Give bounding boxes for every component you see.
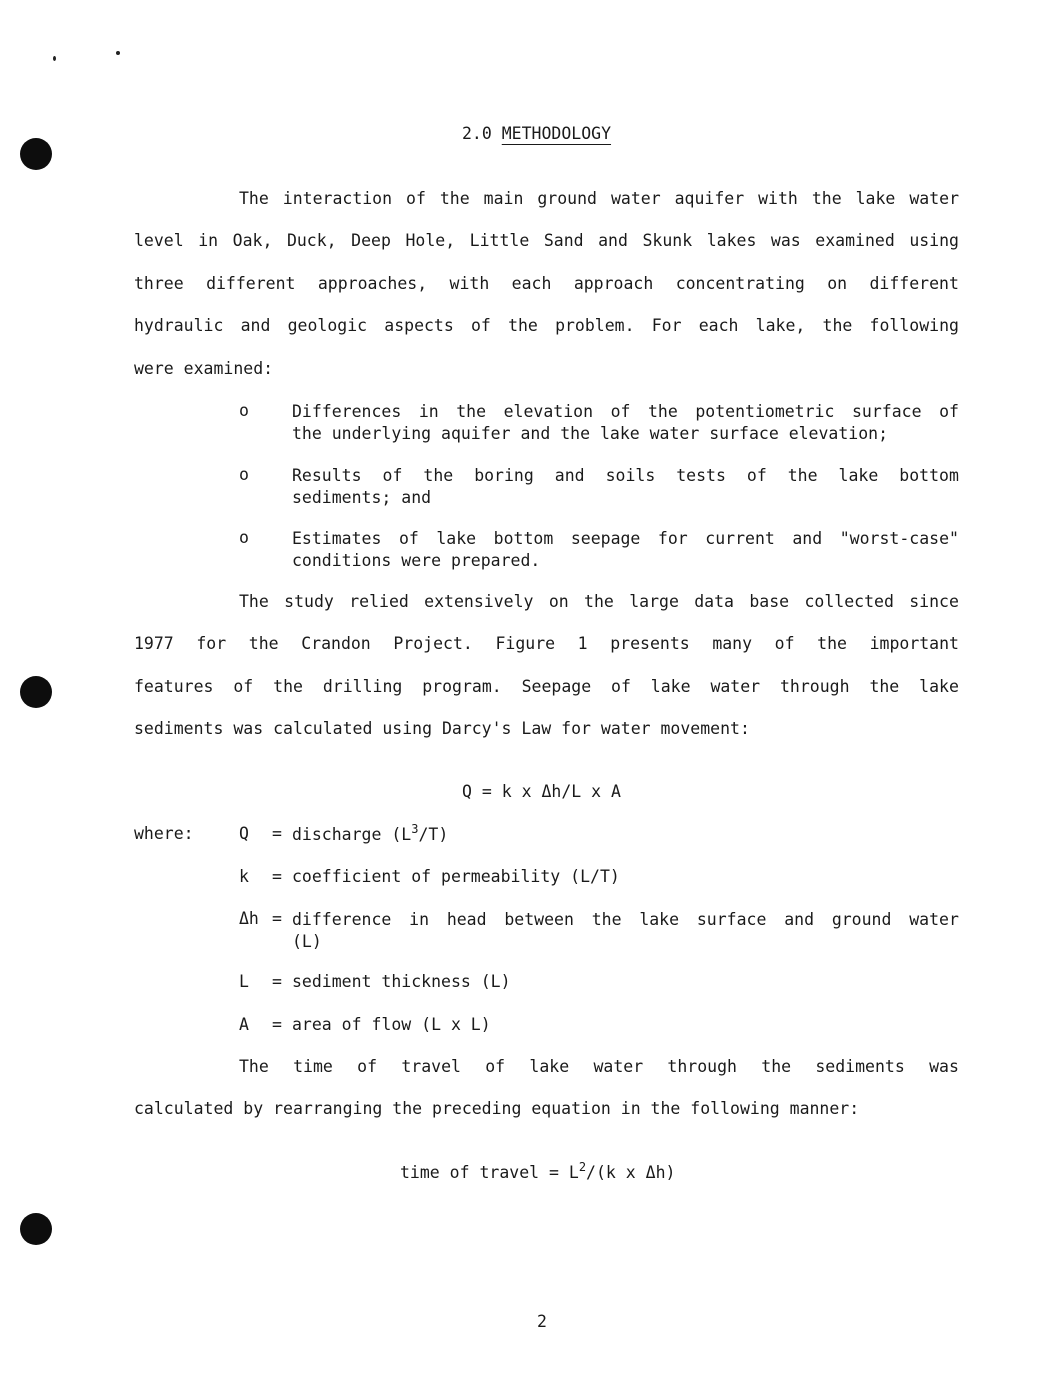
word: lake,: [755, 316, 806, 335]
punch-hole-top: [20, 138, 52, 170]
word: lake: [650, 677, 691, 696]
word: Figure: [495, 634, 556, 653]
word: and: [792, 529, 823, 548]
word: the: [439, 189, 470, 208]
word: aquifer: [674, 189, 745, 208]
word: since: [909, 592, 959, 611]
word: Crandon: [301, 634, 371, 653]
word: of: [485, 1057, 506, 1076]
word: of: [382, 466, 403, 485]
word: features: [134, 677, 214, 696]
definition-text-line-2: (L): [292, 931, 322, 951]
word: drilling: [322, 677, 403, 696]
word: lake: [436, 529, 477, 548]
word: surface: [696, 910, 767, 929]
word: of: [610, 402, 631, 421]
word: Deep: [351, 231, 391, 250]
definition-text: discharge $(L^3/T)$: [292, 822, 449, 844]
word: 1977: [134, 634, 174, 653]
word: Seepage: [521, 677, 592, 696]
definition-text: area of flow (L x L): [292, 1015, 491, 1034]
word: of: [471, 316, 491, 335]
word: through: [780, 677, 850, 696]
paragraph-1-line-3: [134, 274, 959, 293]
word: level: [134, 231, 184, 250]
punch-hole-middle: [20, 676, 52, 708]
word: was: [770, 231, 801, 250]
word: travel: [401, 1057, 461, 1076]
word: between: [504, 910, 574, 929]
paragraph-2-line-2: [134, 634, 959, 653]
word: "worst-case": [839, 529, 959, 548]
word: main: [483, 189, 524, 208]
word: the: [273, 677, 303, 696]
section-number: 2.0: [462, 124, 492, 143]
word: aspects: [384, 316, 454, 335]
word: Estimates: [292, 529, 382, 548]
word: water: [909, 910, 959, 929]
word: for: [657, 529, 688, 548]
word: difference: [292, 910, 392, 929]
word: problem.: [555, 316, 635, 335]
definition-equals: =: [272, 972, 282, 991]
word: was: [929, 1057, 959, 1076]
definition-equals: =: [272, 909, 282, 928]
word: The: [239, 1057, 269, 1076]
word: the: [817, 634, 847, 653]
word: ground: [831, 910, 892, 929]
definition-text: [292, 909, 959, 931]
word: of: [398, 529, 419, 548]
word: soils: [605, 466, 656, 485]
word: seepage: [570, 529, 641, 548]
word: the: [584, 592, 614, 611]
word: and: [784, 910, 815, 929]
word: the: [508, 316, 538, 335]
darcy-equation: Q = k x Δh/L x A: [462, 782, 621, 801]
word: concentrating: [675, 274, 805, 293]
paragraph-3-line-2: calculated by rearranging the preceding equation in the following manner:: [134, 1099, 860, 1118]
word: and: [554, 466, 585, 485]
word: the: [822, 316, 853, 335]
word: lake: [529, 1057, 570, 1076]
definition-symbol: L: [239, 972, 249, 991]
word: on: [827, 274, 848, 293]
word: Oak,: [232, 231, 273, 250]
word: presents: [610, 634, 690, 653]
word: Skunk: [642, 231, 693, 250]
word: and: [240, 316, 271, 335]
word: approaches,: [317, 274, 428, 293]
word: of: [357, 1057, 378, 1076]
word: of: [939, 402, 959, 421]
definition-text: sediment thickness (L): [292, 972, 511, 991]
word: Little: [469, 231, 530, 250]
paragraph-1-line-5: were examined:: [134, 359, 274, 378]
word: the: [248, 634, 279, 653]
word: geologic: [287, 316, 368, 335]
word: approach: [573, 274, 654, 293]
word: Duck,: [286, 231, 337, 250]
word: three: [134, 274, 184, 293]
word: potentiometric: [695, 402, 835, 421]
word: water: [710, 677, 761, 696]
bullet-2-line-2: sediments; and: [292, 487, 432, 507]
paragraph-3-line-1: [239, 1057, 959, 1076]
word: bottom: [899, 466, 959, 485]
word: Sand: [543, 231, 584, 250]
bullet-3-line-2: conditions were prepared.: [292, 550, 541, 570]
word: different: [206, 274, 296, 293]
word: following: [869, 316, 959, 335]
word: the: [591, 910, 622, 929]
word: through: [667, 1057, 737, 1076]
word: The: [239, 592, 269, 611]
word: of: [611, 677, 631, 696]
word: interaction: [282, 189, 393, 208]
word: lake: [855, 189, 896, 208]
word: of: [233, 677, 254, 696]
word: boring: [474, 466, 534, 485]
word: collected: [804, 592, 894, 611]
word: bottom: [493, 529, 554, 548]
word: elevation: [503, 402, 594, 421]
bullet-3-line-1: [292, 528, 959, 550]
word: the: [811, 189, 842, 208]
word: important: [869, 634, 959, 653]
section-title: METHODOLOGY: [501, 124, 612, 143]
word: water: [909, 189, 959, 208]
word: Results: [292, 466, 362, 485]
definition-equals: =: [272, 1015, 282, 1034]
bullet-2-line-1: [292, 465, 959, 487]
word: program.: [422, 677, 502, 696]
word: 1: [577, 634, 588, 653]
word: with: [449, 274, 490, 293]
word: lake: [919, 677, 959, 696]
word: examined: [815, 231, 895, 250]
definition-symbol: A: [239, 1015, 249, 1034]
definition-symbol: Q: [239, 824, 249, 843]
time-of-travel-equation: time of travel = $L^2/(k$ x Δh): [400, 1160, 676, 1182]
definition-equals: =: [272, 824, 282, 843]
word: current: [705, 529, 775, 548]
definition-symbol: Δh: [239, 909, 259, 928]
word: different: [869, 274, 959, 293]
where-label: where:: [134, 824, 194, 843]
word: the: [647, 402, 678, 421]
scan-speck: [116, 51, 120, 55]
word: the: [761, 1057, 792, 1076]
definition-text: coefficient of permeability (L/T): [292, 867, 620, 886]
word: for: [196, 634, 227, 653]
word: water: [593, 1057, 644, 1076]
word: and: [598, 231, 628, 250]
paragraph-1-line-4: [134, 316, 959, 335]
word: sediments: [815, 1057, 905, 1076]
definition-equals: =: [272, 867, 282, 886]
word: data: [694, 592, 734, 611]
word: extensively: [424, 592, 534, 611]
bullet-marker: o: [239, 528, 249, 547]
word: Differences: [292, 402, 402, 421]
section-heading: [462, 124, 611, 143]
word: study: [284, 592, 334, 611]
page-number: 2: [537, 1312, 547, 1331]
word: tests: [676, 466, 726, 485]
word: ground: [537, 189, 597, 208]
definition-symbol: k: [239, 867, 249, 886]
bullet-marker: o: [239, 401, 249, 420]
paragraph-1-line-2: [134, 231, 959, 250]
word: with: [758, 189, 798, 208]
word: head: [446, 910, 487, 929]
word: of: [746, 466, 767, 485]
word: relied: [349, 592, 409, 611]
word: Hole,: [405, 231, 456, 250]
word: Project.: [393, 634, 473, 653]
word: on: [548, 592, 569, 611]
word: hydraulic: [134, 316, 224, 335]
bullet-1-line-1: [292, 401, 959, 423]
paragraph-2-line-4: sediments was calculated using Darcy's Law for water movement:: [134, 719, 750, 738]
word: in: [409, 910, 430, 929]
word: using: [909, 231, 959, 250]
scan-speck: [53, 56, 56, 61]
word: in: [198, 231, 219, 250]
word: water: [610, 189, 661, 208]
word: lakes: [706, 231, 757, 250]
word: base: [749, 592, 790, 611]
word: many: [712, 634, 753, 653]
paragraph-2-line-3: [134, 677, 959, 696]
word: of: [774, 634, 795, 653]
word: large: [629, 592, 679, 611]
word: surface: [851, 402, 922, 421]
word: lake: [838, 466, 879, 485]
word: lake: [639, 910, 680, 929]
bullet-marker: o: [239, 465, 249, 484]
word: the: [869, 677, 900, 696]
word: the: [787, 466, 818, 485]
word: each: [698, 316, 739, 335]
bullet-1-line-2: the underlying aquifer and the lake water surface elevation;: [292, 423, 889, 443]
paragraph-1-line-1: [239, 189, 959, 208]
word: of: [406, 189, 426, 208]
word: The: [239, 189, 269, 208]
paragraph-2-line-1: [239, 592, 959, 611]
word: each: [511, 274, 552, 293]
word: the: [456, 402, 487, 421]
word: time: [293, 1057, 333, 1076]
word: the: [423, 466, 454, 485]
word: For: [651, 316, 682, 335]
word: in: [418, 402, 439, 421]
punch-hole-bottom: [20, 1213, 52, 1245]
